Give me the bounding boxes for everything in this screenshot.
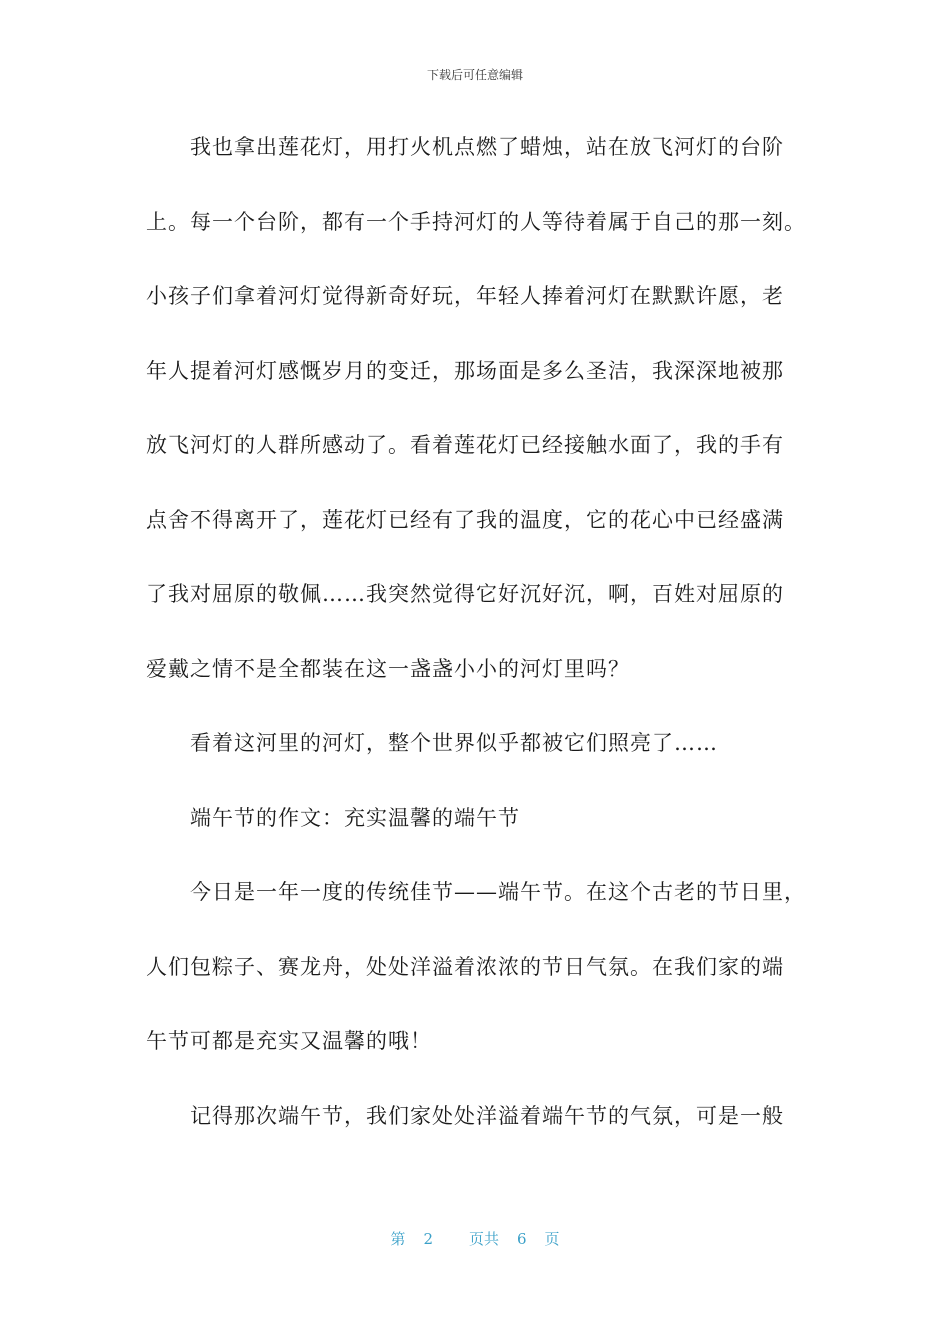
document-body [146,122,826,1165]
page-footer [0,1228,950,1249]
text-line: 看着这河里的河灯，整个世界似乎都被它们照亮了…… [190,731,718,755]
text-line: 小孩子们拿着河灯觉得新奇好玩，年轻人捧着河灯在默默许愿，老 [146,284,784,308]
text-line: 午节可都是充实又温馨的哦！ [146,1029,432,1053]
text-line: 人们包粽子、赛龙舟，处处洋溢着浓浓的节日气氛。在我们家的端 [146,954,784,979]
text-line: 点舍不得离开了，莲花灯已经有了我的温度，它的花心中已经盛满 [146,507,784,532]
text-line: 上。每一个台阶，都有一个手持河灯的人等待着属于自己的那一刻。 [146,209,806,234]
footer-total-pages: 6 [517,1230,527,1248]
text-line: 今日是一年一度的传统佳节——端午节。在这个古老的节日里， [190,880,806,904]
text-line: 年人提着河灯感慨岁月的变迁，那场面是多么圣洁，我深深地被那 [146,358,784,383]
footer-ye-gong: 页共 [468,1230,499,1248]
section-title: 端午节的作文：充实温馨的端午节 [190,805,520,830]
text-line: 放飞河灯的人群所感动了。看着莲花灯已经接触水面了，我的手有 [146,433,784,457]
footer-di: 第 [390,1230,406,1248]
text-line: 我也拿出莲花灯，用打火机点燃了蜡烛，站在放飞河灯的台阶 [190,135,784,159]
text-line: 记得那次端午节，我们家处处洋溢着端午节的气氛，可是一般 [190,1103,784,1128]
text-line: 爱戴之情不是全都装在这一盏盏小小的河灯里吗？ [146,656,630,681]
text-line: 了我对屈原的敬佩……我突然觉得它好沉好沉，啊，百姓对屈原的 [146,582,784,606]
page-header-note: 下载后可任意编辑 [426,68,523,82]
footer-ye: 页 [544,1230,560,1248]
footer-page-number: 2 [423,1230,433,1248]
